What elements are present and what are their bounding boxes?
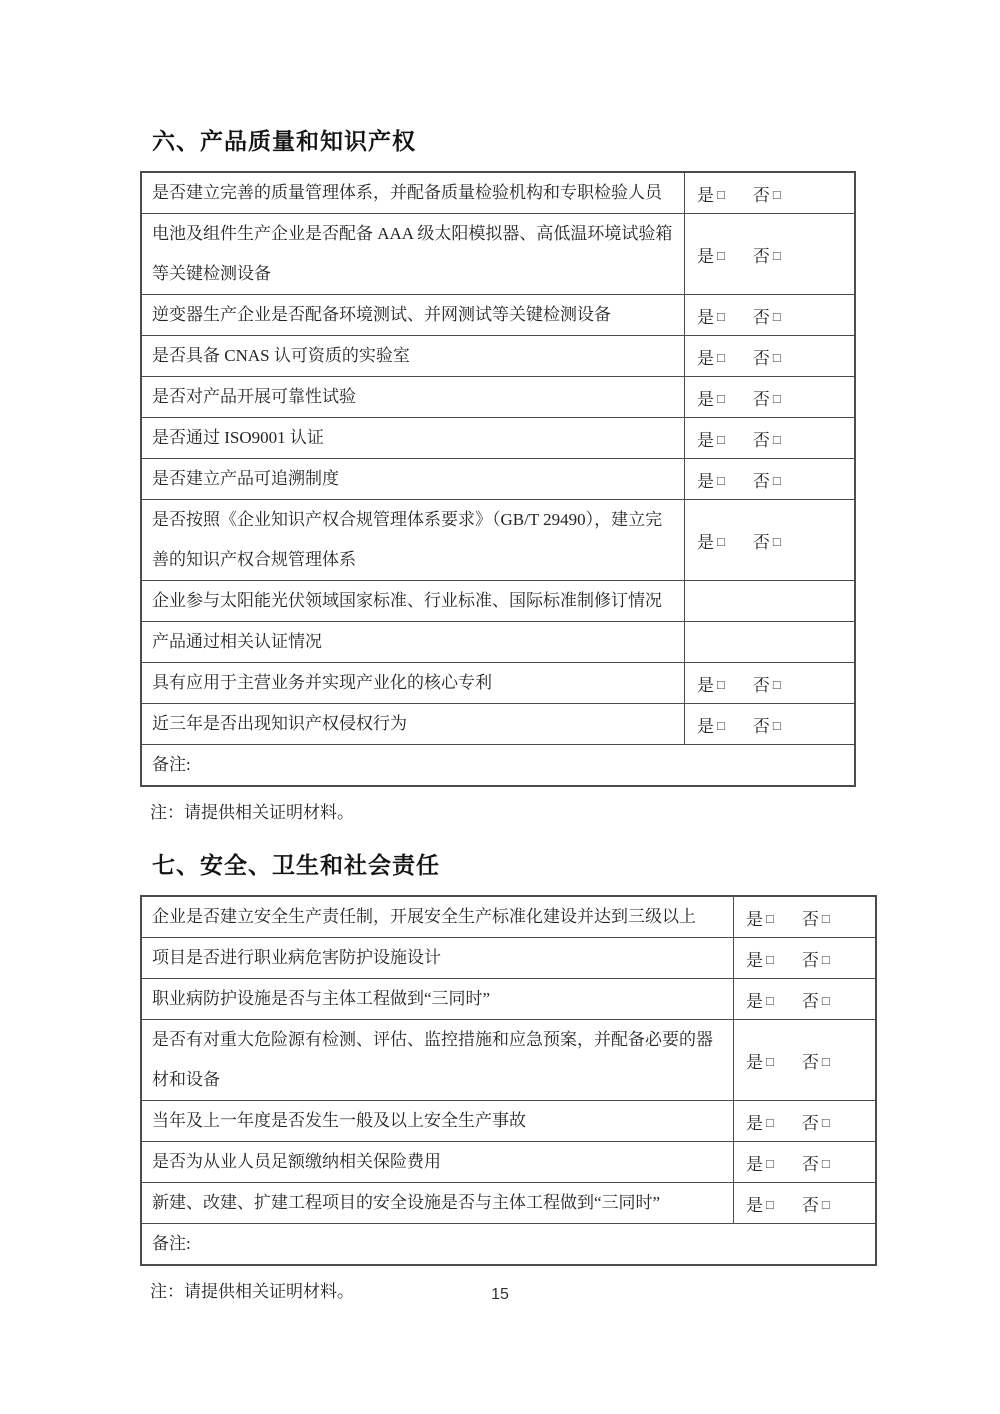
answer-option: [697, 303, 725, 328]
answer-option: [802, 1150, 830, 1175]
no-checkbox[interactable]: □: [772, 717, 781, 733]
yes-checkbox[interactable]: □: [766, 1155, 774, 1171]
question-text: 电池及组件生产企业是否配备 AAA 级太阳模拟器、高低温环境试验箱等关键检测设备: [152, 224, 673, 283]
yes-label: 是: [697, 430, 714, 450]
yes-label: 是: [746, 1052, 763, 1072]
table-row: [142, 376, 854, 417]
yes-checkbox[interactable]: □: [766, 1196, 774, 1212]
question-text: 职业病防护设施是否与主体工程做到“三同时”: [152, 989, 491, 1008]
yes-label: 是: [746, 909, 763, 929]
answer-option: [697, 426, 725, 451]
section-safety-health-responsibility: [140, 850, 880, 1303]
answer-cell: [684, 418, 854, 458]
answer-option: [802, 987, 830, 1012]
answer-cell: [733, 1142, 875, 1182]
yes-label: 是: [697, 675, 714, 695]
no-checkbox[interactable]: □: [821, 992, 830, 1008]
table-row: [142, 1019, 875, 1100]
answer-cell: [684, 336, 854, 376]
question-text: 是否通过 ISO9001 认证: [152, 428, 324, 447]
answer-cell: [733, 1183, 875, 1223]
product-quality-table: [140, 171, 856, 787]
answer-cell: [684, 459, 854, 499]
answer-option: [697, 385, 725, 410]
table-row: [142, 335, 854, 376]
question-text: 是否有对重大危险源有检测、评估、监控措施和应急预案，并配备必要的器材和设备: [152, 1030, 713, 1089]
no-label: 否: [801, 1113, 819, 1133]
no-checkbox[interactable]: □: [772, 676, 781, 692]
table-row: [142, 1100, 875, 1141]
answer-cell: [684, 663, 854, 703]
no-label: 否: [752, 185, 770, 205]
table-row: [142, 1182, 875, 1223]
no-label: 否: [752, 471, 770, 491]
no-checkbox[interactable]: □: [821, 910, 830, 926]
question-text: 新建、改建、扩建工程项目的安全设施是否与主体工程做到“三同时”: [152, 1193, 661, 1212]
yes-checkbox[interactable]: □: [717, 431, 725, 447]
remark-row: [142, 1223, 875, 1264]
table-row: [142, 417, 854, 458]
answer-option: [697, 671, 725, 696]
table-row: [142, 499, 854, 580]
answer-option: [697, 344, 725, 369]
no-label: 否: [752, 307, 770, 327]
answer-cell: [733, 979, 875, 1019]
section-title-safety-health: 七、安全、卫生和社会责任: [152, 852, 440, 878]
answer-cell: [684, 581, 854, 621]
answer-option: [697, 528, 725, 553]
no-label: 否: [752, 532, 770, 552]
no-checkbox[interactable]: □: [821, 1114, 830, 1130]
question-text: 是否建立产品可追溯制度: [152, 469, 339, 488]
yes-checkbox[interactable]: □: [717, 186, 725, 202]
no-checkbox[interactable]: □: [772, 390, 781, 406]
answer-option: [802, 1191, 830, 1216]
yes-checkbox[interactable]: □: [717, 717, 725, 733]
question-text: 逆变器生产企业是否配备环境测试、并网测试等关键检测设备: [152, 305, 611, 324]
no-checkbox[interactable]: □: [772, 308, 781, 324]
answer-option: [746, 1191, 774, 1216]
yes-checkbox[interactable]: □: [717, 349, 725, 365]
yes-label: 是: [746, 1195, 763, 1215]
answer-option: [753, 344, 781, 369]
answer-option: [753, 671, 781, 696]
no-label: 否: [752, 675, 770, 695]
section-product-quality-and-ip: [140, 126, 880, 824]
answer-option: [753, 712, 781, 737]
question-text: 产品通过相关认证情况: [152, 632, 322, 651]
answer-cell: [733, 938, 875, 978]
yes-checkbox[interactable]: □: [717, 390, 725, 406]
question-text: 是否建立完善的质量管理体系，并配备质量检验机构和专职检验人员: [152, 183, 662, 202]
answer-option: [753, 242, 781, 267]
yes-label: 是: [697, 471, 714, 491]
answer-option: [753, 426, 781, 451]
no-checkbox[interactable]: □: [821, 1196, 830, 1212]
no-label: 否: [801, 909, 819, 929]
no-label: 否: [752, 246, 770, 266]
no-checkbox[interactable]: □: [772, 247, 781, 263]
table-row: [142, 1141, 875, 1182]
answer-cell: [684, 295, 854, 335]
answer-cell: [733, 1101, 875, 1141]
answer-option: [697, 242, 725, 267]
answer-option: [802, 946, 830, 971]
remark-label: 备注:: [152, 755, 191, 774]
table-row: [142, 294, 854, 335]
answer-option: [746, 987, 774, 1012]
answer-option: [753, 303, 781, 328]
question-text: 具有应用于主营业务并实现产业化的核心专利: [152, 673, 492, 692]
table-row: [142, 458, 854, 499]
yes-label: 是: [697, 246, 714, 266]
answer-option: [802, 1048, 830, 1073]
no-checkbox[interactable]: □: [772, 186, 781, 202]
yes-checkbox[interactable]: □: [766, 910, 774, 926]
answer-option: [697, 181, 725, 206]
question-text: 企业参与太阳能光伏领域国家标准、行业标准、国际标准制修订情况: [152, 591, 662, 610]
question-text: 近三年是否出现知识产权侵权行为: [152, 714, 407, 733]
yes-label: 是: [697, 348, 714, 368]
question-text: 是否具备 CNAS 认可资质的实验室: [152, 346, 410, 365]
answer-option: [753, 181, 781, 206]
answer-cell: [684, 500, 854, 580]
answer-cell: [684, 622, 854, 662]
no-checkbox[interactable]: □: [772, 349, 781, 365]
question-text: 是否为从业人员足额缴纳相关保险费用: [152, 1152, 441, 1171]
table-row: [142, 937, 875, 978]
answer-cell: [684, 173, 854, 213]
table-row: [142, 662, 854, 703]
answer-cell: [684, 214, 854, 294]
no-checkbox[interactable]: □: [821, 1053, 830, 1069]
answer-cell: [733, 1020, 875, 1100]
yes-checkbox[interactable]: □: [717, 676, 725, 692]
yes-checkbox[interactable]: □: [766, 1053, 774, 1069]
answer-cell: [733, 897, 875, 937]
question-text: 企业是否建立安全生产责任制，开展安全生产标准化建设并达到三级以上: [152, 907, 696, 926]
yes-label: 是: [697, 389, 714, 409]
yes-checkbox[interactable]: □: [766, 951, 774, 967]
table-row: [142, 580, 854, 621]
table-row: [142, 703, 854, 744]
no-label: 否: [801, 1052, 819, 1072]
answer-option: [697, 467, 725, 492]
yes-label: 是: [697, 716, 714, 736]
safety-health-table: [140, 895, 877, 1266]
page-number: 15: [491, 1286, 509, 1303]
yes-checkbox[interactable]: □: [717, 472, 725, 488]
answer-option: [746, 1109, 774, 1134]
answer-option: [753, 385, 781, 410]
page-content: [140, 126, 880, 1303]
answer-option: [746, 1150, 774, 1175]
question-text: 项目是否进行职业病危害防护设施设计: [152, 948, 441, 967]
table-row: [142, 621, 854, 662]
yes-label: 是: [697, 185, 714, 205]
no-checkbox[interactable]: □: [821, 1155, 830, 1171]
no-label: 否: [752, 348, 770, 368]
yes-checkbox[interactable]: □: [717, 247, 725, 263]
answer-option: [753, 467, 781, 492]
answer-option: [802, 905, 830, 930]
question-text: 是否对产品开展可靠性试验: [152, 387, 356, 406]
answer-option: [753, 528, 781, 553]
table-row: [142, 978, 875, 1019]
answer-cell: [684, 704, 854, 744]
answer-option: [746, 1048, 774, 1073]
no-label: 否: [801, 1154, 819, 1174]
question-text: 当年及上一年度是否发生一般及以上安全生产事故: [152, 1111, 526, 1130]
yes-label: 是: [697, 307, 714, 327]
yes-checkbox[interactable]: □: [717, 533, 725, 549]
table-row: [142, 213, 854, 294]
table-row: [142, 897, 875, 937]
no-label: 否: [752, 430, 770, 450]
question-text: 是否按照《企业知识产权合规管理体系要求》（GB/T 29490），建立完善的知识产权合规管理体系: [152, 510, 663, 569]
yes-label: 是: [697, 532, 714, 552]
no-label: 否: [752, 716, 770, 736]
yes-label: 是: [746, 991, 763, 1011]
yes-label: 是: [746, 1154, 763, 1174]
no-checkbox[interactable]: □: [821, 951, 830, 967]
no-checkbox[interactable]: □: [772, 431, 781, 447]
answer-option: [746, 905, 774, 930]
section-note: 注：请提供相关证明材料。: [150, 803, 354, 822]
no-label: 否: [801, 991, 819, 1011]
answer-option: [802, 1109, 830, 1134]
yes-label: 是: [746, 1113, 763, 1133]
no-label: 否: [801, 950, 819, 970]
answer-cell: [684, 377, 854, 417]
no-checkbox[interactable]: □: [772, 472, 781, 488]
section-note: 注：请提供相关证明材料。: [150, 1282, 354, 1301]
no-checkbox[interactable]: □: [772, 533, 781, 549]
yes-checkbox[interactable]: □: [766, 1114, 774, 1130]
yes-label: 是: [746, 950, 763, 970]
remark-label: 备注:: [152, 1234, 191, 1253]
answer-option: [697, 712, 725, 737]
table-row: [142, 173, 854, 213]
yes-checkbox[interactable]: □: [717, 308, 725, 324]
section-title-product-quality: 六、产品质量和知识产权: [152, 128, 416, 154]
remark-row: [142, 744, 854, 785]
no-label: 否: [801, 1195, 819, 1215]
answer-option: [746, 946, 774, 971]
no-label: 否: [752, 389, 770, 409]
yes-checkbox[interactable]: □: [766, 992, 774, 1008]
